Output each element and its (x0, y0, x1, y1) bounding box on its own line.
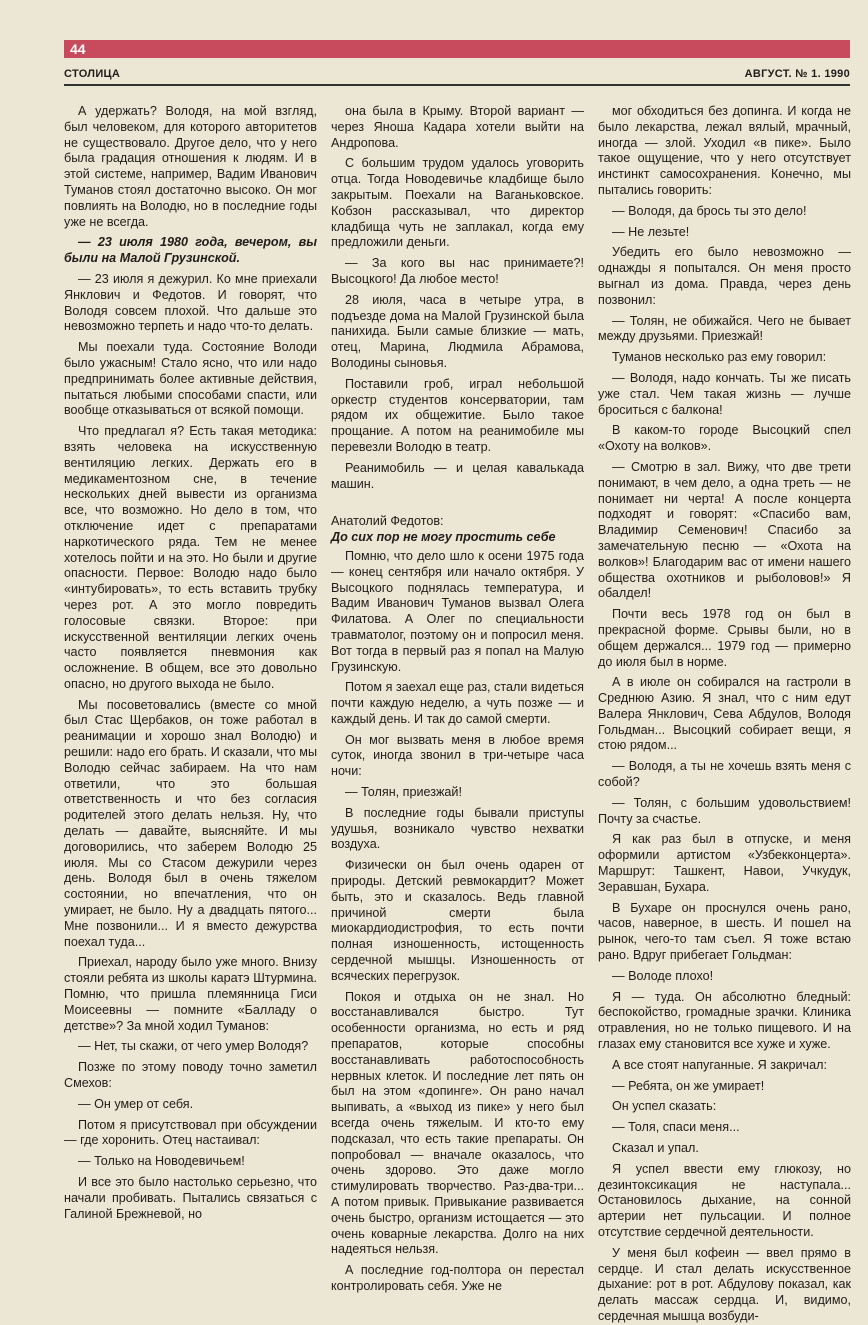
paragraph: В Бухаре он проснулся очень рано, часов, наверное, в шесть. И пошел на рынок, чего-то там съел. Я тоже встаю рано. Вдруг прибегает Гольдман: (598, 900, 851, 963)
interview-question: — 23 июля 1980 года, вечером, вы были на Малой Грузинской. (64, 235, 317, 266)
paragraph: — Толян, не обижайся. Чего не бывает между друзьями. Приезжай! (598, 313, 851, 344)
header-rule (64, 84, 850, 86)
paragraph: — Он умер от себя. (78, 1096, 194, 1111)
paragraph: — Смотрю в зал. Вижу, что две трети понимают, в чем дело, а одна треть — не понимает ни черта! А после концерта подходят и говорят: «Спасибо вам, Владимир Семенович! Спасибо за замечательную песню — «Охота на волков»! Благодарим вас от имени нашего общества охотников и рыболовов!» Я обалдел! (598, 459, 851, 601)
paragraph: Покоя и отдыха он не знал. Но восстанавливался быстро. Тут особенности организма, но есть и ряд препаратов, которые способны восстанавливать работоспособность нервных клеток. И последние лет пять он был на этом «допинге». Он рано начал выпивать, а «выход из пике» у него был всегда очень тяжелым. И кто-то ему подсказал, что есть такие препараты. Он попробовал — вначале оказалось, что очень здорово. Это даже могло стимулировать творчество. Раз-два-три... А потом привык. Привыкание развивается очень быстро, организм истощается — это очень коварные лекарства. Долго на них надеяться нельзя. (331, 989, 584, 1257)
paragraph: 28 июля, часа в четыре утра, в подъезде дома на Малой Грузинской была панихида. Были самые близкие — мать, отец, Марина, Людмила Абрамова, Володины сыновья. (331, 292, 584, 370)
page-header-band (64, 40, 850, 58)
column-3 (598, 104, 851, 1323)
paragraph: она была в Крыму. Второй вариант — через Яноша Кадара хотели выйти на Андропова. (331, 104, 584, 150)
article-columns (64, 104, 852, 1323)
paragraph: мог обходиться без допинга. И когда не было лекарства, лежал вялый, мрачный, иногда — злой. Уходил «в пике». Было такое ощущение, что у него отсутствует инстинкт самосохранения. Конечно, мы пытались говорить: (598, 104, 851, 197)
paragraph: Реанимобиль — и целая кавалькада машин. (331, 460, 584, 491)
paragraph: И все это было настолько серьезно, что начали пробивать. Пытались связаться с Галиной Брежневой, но (64, 1175, 317, 1221)
paragraph: У меня был кофеин — ввел прямо в сердце. И стал делать искусственное дыхание: рот в рот. Абдулову показал, как делать массаж сердца. И, видимо, сердечная мышца возбуди- (598, 1245, 851, 1323)
paragraph: В последние годы бывали приступы удушья, возникало чувство нехватки воздуха. (331, 805, 584, 852)
paragraph: Потом я присутствовал при обсуждении — где хоронить. Отец настаивал: (64, 1117, 317, 1148)
paragraph: А удержать? Володя, на мой взгляд, был человеком, для которого авторитетов не существовало. Другое дело, что у него была градация отношения к людям. И в этой системе, например, Вадим Иванович Туманов стоял достаточно высоко. Он мог повлиять на Володю, но в последние годы уже не всегда. (64, 104, 317, 229)
paragraph: Он успел сказать: (612, 1099, 717, 1114)
column-2 (331, 104, 584, 1293)
paragraph: — Только на Новодевичьем! (78, 1154, 245, 1169)
paragraph: С большим трудом удалось уговорить отца. Тогда Новодевичье кладбище было закрытым. Поехали на Ваганьковское. Кобзон рассказывал, что директор кладбища чуть не заплакал, когда ему предложили деньги. (331, 156, 584, 250)
paragraph: — Толян, с большим удовольствием! Почту за счастье. (598, 795, 851, 826)
paragraph: Мы посоветовались (вместе со мной был Стас Щербаков, он тоже работал в реанимации и хорошо знал Володю) и решили: надо его брать. И сказали, что мы Володю сейчас забираем. На что нам ответили, что это большая ответственность и что без согласия родителей этого делать нельзя. Ну, что делать — давайте, выясняйте. И мы договорились, что заберем Володю 25 июля. Мы со Стасом дежурили через день. Володя был в очень тяжелом состоянии, но впечатления, что он умирает, не было. Ну а двадцать пятого... Мне позвонили... И я вместо дежурства поехал туда... (64, 697, 317, 949)
paragraph: — Толян, приезжай! (345, 785, 462, 800)
paragraph: — Не лезьте! (612, 224, 690, 239)
paragraph: — Володе плохо! (612, 968, 714, 983)
paragraph: А последние год-полтора он перестал контролировать себя. Уже не (331, 1263, 584, 1293)
page-number: 44 (70, 41, 86, 57)
paragraph: — Володя, надо кончать. Ты же писать уже стал. Чем такая жизнь — лучше броситься с балкона! (598, 370, 851, 417)
paragraph: В каком-то городе Высоцкий спел «Охоту на волков». (598, 423, 851, 454)
paragraph: Я успел ввести ему глюкозу, но дезинтоксикация не наступала... Остановилось дыхание, на сонной артерии нет пульсации. И полное отсутствие сердечной деятельности. (598, 1161, 851, 1239)
paragraph: Туманов несколько раз ему говорил: (612, 350, 827, 365)
paragraph: Я — туда. Он абсолютно бледный: беспокойство, громадные зрачки. Клиника отравления, но не только пищевого. И на глазах ему становится все хуже и хуже. (598, 989, 851, 1052)
paragraph: — За кого вы нас принимаете?! Высоцкого! Да любое место! (331, 256, 584, 286)
paragraph: А все стоят напуганные. Я закричал: (612, 1057, 827, 1072)
column-1 (64, 104, 317, 1221)
paragraph: Убедить его было невозможно — однажды я попытался. Он меня просто выгнал из дома. Правда, через день позвонил: (598, 245, 851, 307)
paragraph: Сказал и упал. (612, 1141, 699, 1156)
issue-info: АВГУСТ. № 1. 1990 (744, 68, 850, 80)
paragraph: Я как раз был в отпуске, и меня оформили артистом «Узбекконцерта». Маршрут: Ташкент, Навои, Учкудук, Зеравшан, Бухара. (598, 832, 851, 894)
paragraph: — 23 июля я дежурил. Ко мне приехали Янклович и Федотов. И говорят, что Володя совсем плохой. Что дальше это невозможно терпеть и надо что-то делать. (64, 271, 317, 334)
paragraph: Поставили гроб, играл небольшой оркестр студентов консерватории, там рядом их общежитие. Было такое прощание. А потом на реанимобиле мы перевезли Володю в театр. (331, 376, 584, 454)
paragraph: Приехал, народу было уже много. Внизу стояли ребята из школы каратэ Штурмина. Помню, что пришла племянница Гиси Моисеевны — помните «Балладу о детстве»? За мной ходил Туманов: (64, 955, 317, 1033)
paragraph: — Володя, а ты не хочешь взять меня с собой? (598, 759, 851, 790)
paragraph: Помню, что дело шло к осени 1975 года — конец сентября или начало октября. У Высоцкого поднялась температура, и Вадим Иванович Туманов вызвал Олега Филатова. А Олег по специальности травматолог, поэтому он и попросил меня. Вот тогда в первый раз я попал на Малую Грузинскую. (331, 548, 584, 674)
paragraph: — Толя, спаси меня... (612, 1120, 740, 1135)
paragraph: Позже по этому поводу точно заметил Смехов: (64, 1060, 317, 1091)
paragraph: Почти весь 1978 год он был в прекрасной форме. Срывы были, но в общем держался... 1979 год — примерно до июля был в норме. (598, 607, 851, 669)
paragraph: — Ребята, он же умирает! (612, 1078, 765, 1093)
section-title: До сих пор не могу простить себе (331, 530, 556, 545)
publication-title: СТОЛИЦА (64, 68, 121, 80)
paragraph: — Володя, да брось ты это дело! (612, 203, 807, 218)
paragraph: А в июле он собирался на гастроли в Среднюю Азию. Я знал, что с ним едут Валера Янклович, Сева Абдулов, Володя Гольдман... Высоцкий собирает вещи, я стою рядом... (598, 675, 851, 753)
paragraph: — Нет, ты скажи, от чего умер Володя? (78, 1039, 309, 1054)
section-author: Анатолий Федотов: (331, 514, 444, 529)
paragraph: Потом я заехал еще раз, стали видеться почти каждую неделю, а чуть позже — и каждый день. И так до самой смерти. (331, 680, 584, 726)
paragraph: Он мог вызвать меня в любое время суток, иногда звонил в три-четыре часа ночи: (331, 732, 584, 779)
paragraph: Мы поехали туда. Состояние Володи было ужасным! Стало ясно, что или надо предпринимать более активные действия, пытаться любыми способами спасти, или вообще отказываться от всякой помощи. (64, 340, 317, 418)
paragraph: Физически он был очень одарен от природы. Детский ревмокардит? Может быть, это и сказалось. Ведь главной причиной смерти была миокардиодистрофия, то есть почти полная изношенность, истощенность сердечной мышцы. Изношенность от всяческих перегрузок. (331, 858, 584, 983)
paragraph: Что предлагал я? Есть такая методика: взять человека на искусственную вентиляцию легких. Держать его в медикаментозном сне, в течение нескольких дней вывести из организма все, что возможно. Но дело в том, что отключение идет с препаратами наркотического ряда. Тем не менее хотелось пойти и на это. Но были и другие опасности. Первое: Володю надо было «интубировать», то есть вставить трубку через рот. А это могло повредить голосовые связки. Второе: при искусственной вентиляции легких очень часто появляется пневмония как осложнение. В общем, все это довольно опасно, но другого выхода не было. (64, 424, 317, 691)
